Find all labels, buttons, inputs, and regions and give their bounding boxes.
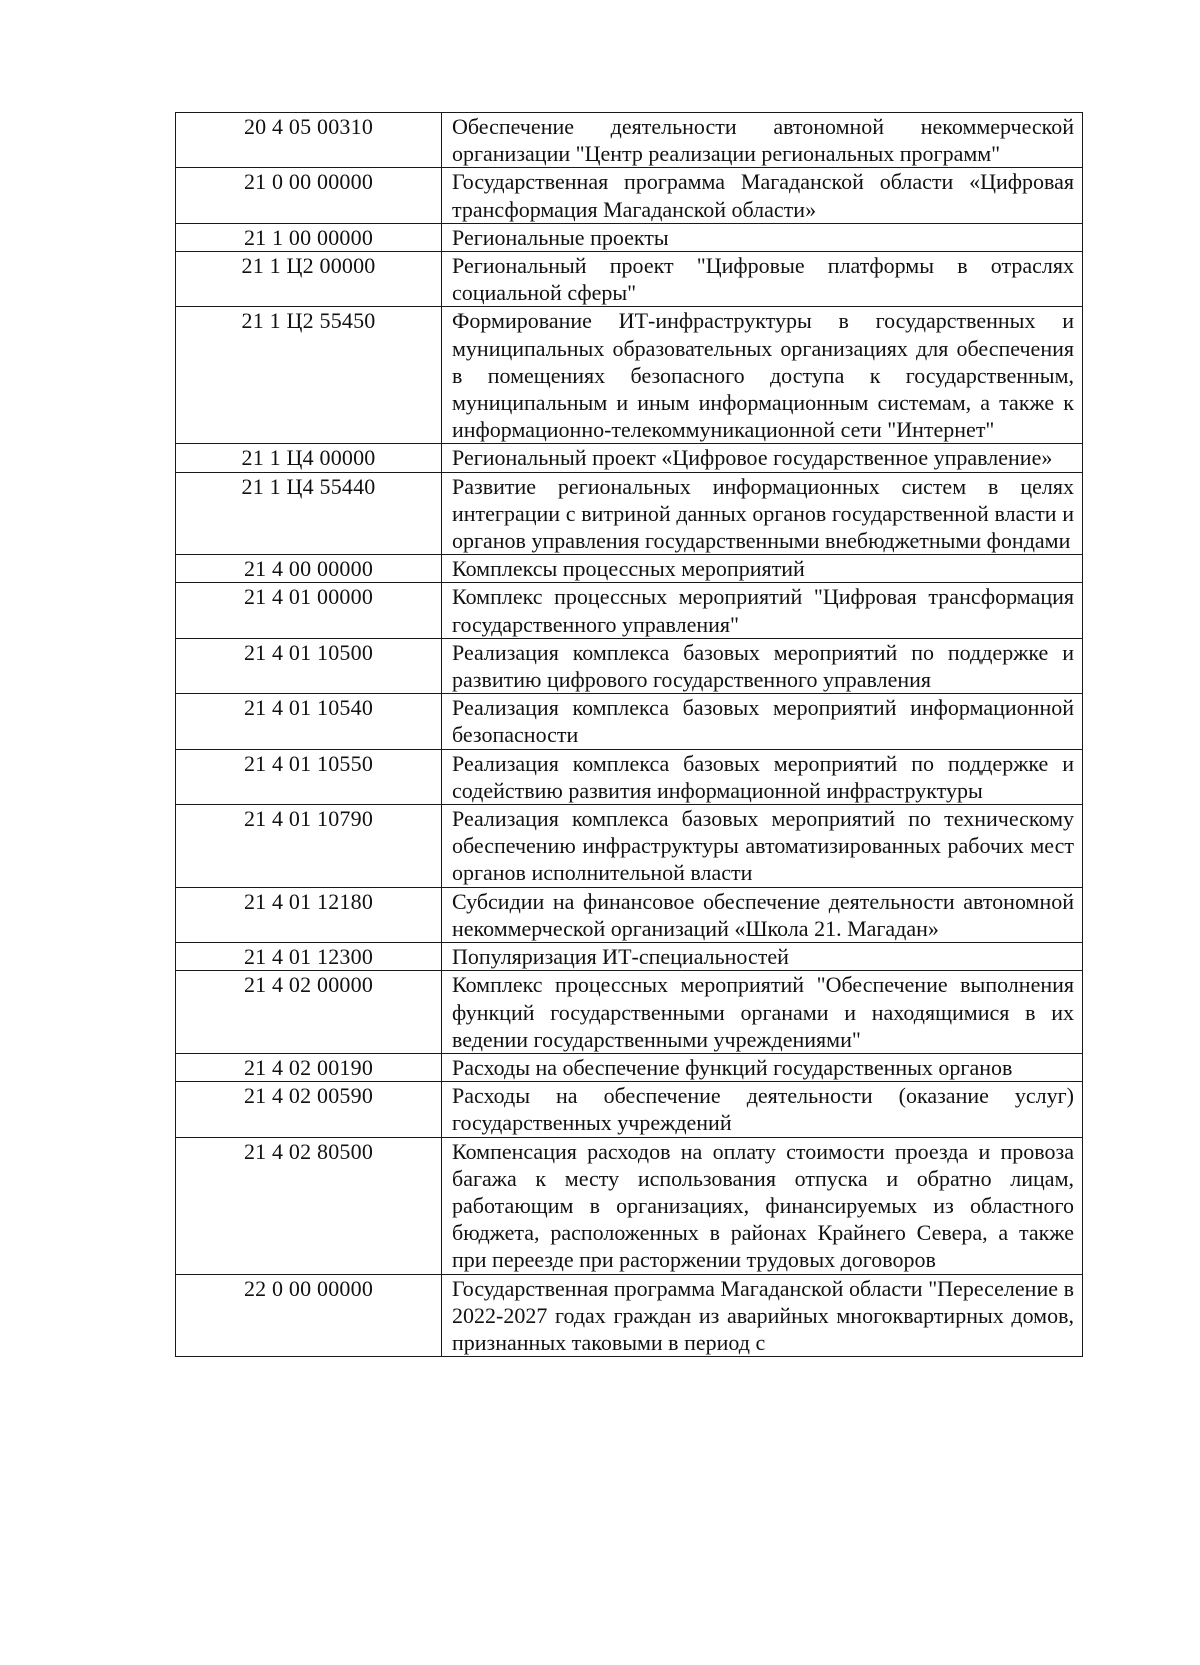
description-cell: Комплексы процессных мероприятий	[442, 555, 1083, 583]
table-row	[176, 1053, 1083, 1081]
table-row	[176, 307, 1083, 444]
table-row	[176, 1082, 1083, 1137]
table-row	[176, 638, 1083, 693]
code-cell: 21 4 01 00000	[176, 583, 442, 638]
code-cell: 20 4 05 00310	[176, 113, 442, 168]
description-cell: Региональный проект «Цифровое государственное управление»	[442, 444, 1083, 472]
description-cell: Комплекс процессных мероприятий "Обеспечение выполнения функций государственными органами и находящимися в их ведении государственными учреждениями"	[442, 971, 1083, 1054]
code-cell: 21 0 00 00000	[176, 168, 442, 223]
code-cell: 21 1 Ц2 55450	[176, 307, 442, 444]
table-row	[176, 694, 1083, 749]
table-row	[176, 887, 1083, 942]
description-cell: Популяризация ИТ-специальностей	[442, 943, 1083, 971]
table-row	[176, 1137, 1083, 1274]
code-cell: 21 1 Ц4 00000	[176, 444, 442, 472]
table-row	[176, 971, 1083, 1054]
table-row	[176, 943, 1083, 971]
document-page	[175, 112, 1083, 1357]
classification-table	[175, 112, 1083, 1357]
description-cell: Обеспечение деятельности автономной некоммерческой организации "Центр реализации региональных программ"	[442, 113, 1083, 168]
table-row	[176, 555, 1083, 583]
description-cell: Региональные проекты	[442, 223, 1083, 251]
description-cell: Реализация комплекса базовых мероприятий по поддержке и развитию цифрового государственного управления	[442, 638, 1083, 693]
table-row	[176, 113, 1083, 168]
description-cell: Развитие региональных информационных систем в целях интеграции с витриной данных органов государственной власти и органов управления государственными внебюджетными фондами	[442, 472, 1083, 555]
description-cell: Региональный проект "Цифровые платформы в отраслях социальной сферы"	[442, 252, 1083, 307]
table-row	[176, 805, 1083, 888]
code-cell: 21 1 Ц2 00000	[176, 252, 442, 307]
code-cell: 21 4 01 10550	[176, 749, 442, 804]
code-cell: 21 4 02 80500	[176, 1137, 442, 1274]
code-cell: 21 4 02 00590	[176, 1082, 442, 1137]
description-cell: Комплекс процессных мероприятий "Цифровая трансформация государственного управления"	[442, 583, 1083, 638]
description-cell: Государственная программа Магаданской области "Переселение в 2022-2027 годах граждан из аварийных многоквартирных домов, признанных таковыми в период с	[442, 1274, 1083, 1357]
description-cell: Реализация комплекса базовых мероприятий информационной безопасности	[442, 694, 1083, 749]
code-cell: 21 4 00 00000	[176, 555, 442, 583]
table-row	[176, 223, 1083, 251]
table-row	[176, 583, 1083, 638]
description-cell: Формирование ИТ-инфраструктуры в государственных и муниципальных образовательных организациях для обеспечения в помещениях безопасного доступа к государственным, муниципальным и иным информационным системам, а также к информационно-телекоммуникационной сети "Интернет"	[442, 307, 1083, 444]
description-cell: Субсидии на финансовое обеспечение деятельности автономной некоммерческой организаций «Школа 21. Магадан»	[442, 887, 1083, 942]
description-cell: Расходы на обеспечение деятельности (оказание услуг) государственных учреждений	[442, 1082, 1083, 1137]
description-cell: Компенсация расходов на оплату стоимости проезда и провоза багажа к месту использования отпуска и обратно лицам, работающим в организациях, финансируемых из областного бюджета, расположенных в районах Крайнего Севера, а также при переезде при расторжении трудовых договоров	[442, 1137, 1083, 1274]
table-row	[176, 168, 1083, 223]
description-cell: Государственная программа Магаданской области «Цифровая трансформация Магаданской области»	[442, 168, 1083, 223]
code-cell: 21 4 01 12300	[176, 943, 442, 971]
code-cell: 21 4 01 10500	[176, 638, 442, 693]
table-row	[176, 444, 1083, 472]
code-cell: 21 4 02 00000	[176, 971, 442, 1054]
description-cell: Реализация комплекса базовых мероприятий по техническому обеспечению инфраструктуры автоматизированных рабочих мест органов исполнительной власти	[442, 805, 1083, 888]
code-cell: 21 1 00 00000	[176, 223, 442, 251]
table-row	[176, 252, 1083, 307]
code-cell: 21 4 01 12180	[176, 887, 442, 942]
description-cell: Реализация комплекса базовых мероприятий по поддержке и содействию развития информационной инфраструктуры	[442, 749, 1083, 804]
code-cell: 21 4 01 10540	[176, 694, 442, 749]
table-row	[176, 1274, 1083, 1357]
code-cell: 21 1 Ц4 55440	[176, 472, 442, 555]
code-cell: 22 0 00 00000	[176, 1274, 442, 1357]
code-cell: 21 4 02 00190	[176, 1053, 442, 1081]
table-row	[176, 472, 1083, 555]
table-row	[176, 749, 1083, 804]
code-cell: 21 4 01 10790	[176, 805, 442, 888]
description-cell: Расходы на обеспечение функций государственных органов	[442, 1053, 1083, 1081]
